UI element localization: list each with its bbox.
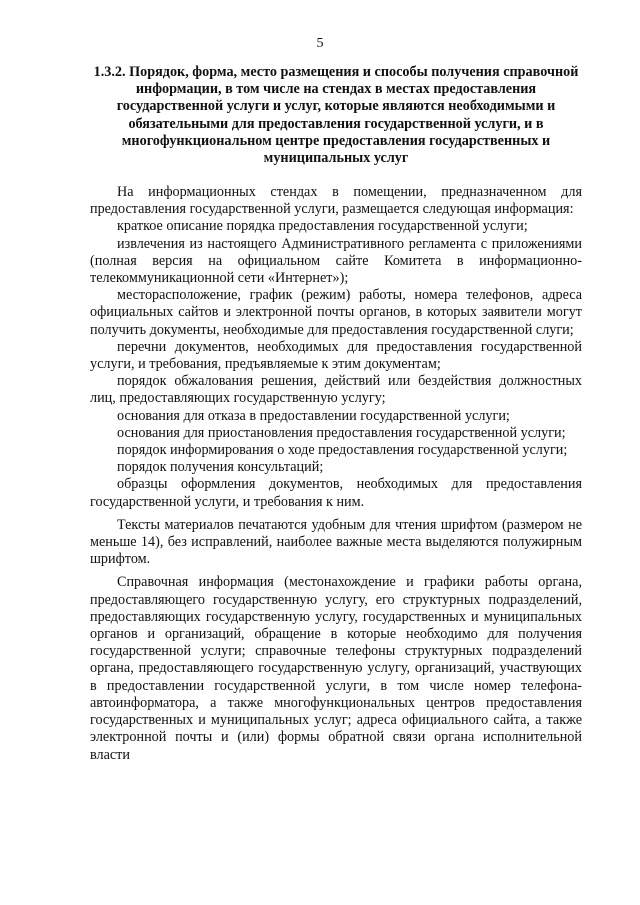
paragraph-list-item: основания для приостановления предоставления государственной услуги; — [117, 424, 566, 441]
paragraph-list-item: порядок информирования о ходе предоставления государственной услуги; — [117, 442, 568, 459]
paragraph-list-item: перечни документов, необходимых для предоставления государственной услуги, и требования, предъявляемые к этим документам; — [90, 338, 582, 373]
page-number: 5 — [316, 36, 324, 51]
paragraph-stands-intro: На информационных стендах в помещении, предназначенном для предоставления государственной услуги, размещается следующая информация: — [90, 184, 582, 218]
paragraph-reference-info: Справочная информация (местонахождение и графики работы органа, предоставляющего государственную услугу, его структурных подразделений, предоставляющих государственную услугу, государственных и муниципальных органов и организаций, обращение в которые необходимо для получения государственной услуги; справочные телефоны структурных подразделений органа, предоставляющего государственную услугу, организаций, участвующих в предоставлении государственной услуги, в том числе номер телефона-автоинформатора, а также многофункциональных центров предоставления государственных и муниципальных услуг; адреса официального сайта, а также электронной почты и (или) формы обратной связи органа исполнительной власти — [90, 574, 582, 763]
paragraph-font-requirements: Тексты материалов печатаются удобным для чтения шрифтом (размером не меньше 14), без исправлений, наиболее важные места выделяются полужирным шрифтом. — [90, 516, 582, 568]
paragraph-list-item: извлечения из настоящего Административного регламента с приложениями (полная версия на официальном сайте Комитета в информационно-телекоммуникационной сети «Интернет»); — [90, 235, 582, 287]
body-text — [90, 184, 582, 764]
paragraph-list-item: месторасположение, график (режим) работы, номера телефонов, адреса официальных сайтов и электронной почты органов, в которых заявители могут получить документы, необходимые для предоставления государственной слуги; — [90, 287, 582, 338]
section-heading: 1.3.2. Порядок, форма, место размещения и способы получения справочной информации, в том числе на стендах в местах предоставления государственной услуги и услуг, которые являются необходимыми и обязательными для предоставления государственной услуги, и в многофункциональном центре предоставления государственных и муниципальных услуг — [93, 64, 579, 167]
paragraph-list-item: основания для отказа в предоставлении государственной услуги; — [117, 407, 510, 424]
paragraph-list-item: порядок обжалования решения, действий или бездействия должностных лиц, предоставляющих государственную услугу; — [90, 373, 582, 407]
paragraph-list-item: образцы оформления документов, необходимых для предоставления государственной услуги, и требования к ним. — [90, 476, 582, 510]
paragraph-list-item: порядок получения консультаций; — [117, 459, 324, 476]
paragraph-list-item: краткое описание порядка предоставления государственной услуги; — [117, 218, 528, 235]
